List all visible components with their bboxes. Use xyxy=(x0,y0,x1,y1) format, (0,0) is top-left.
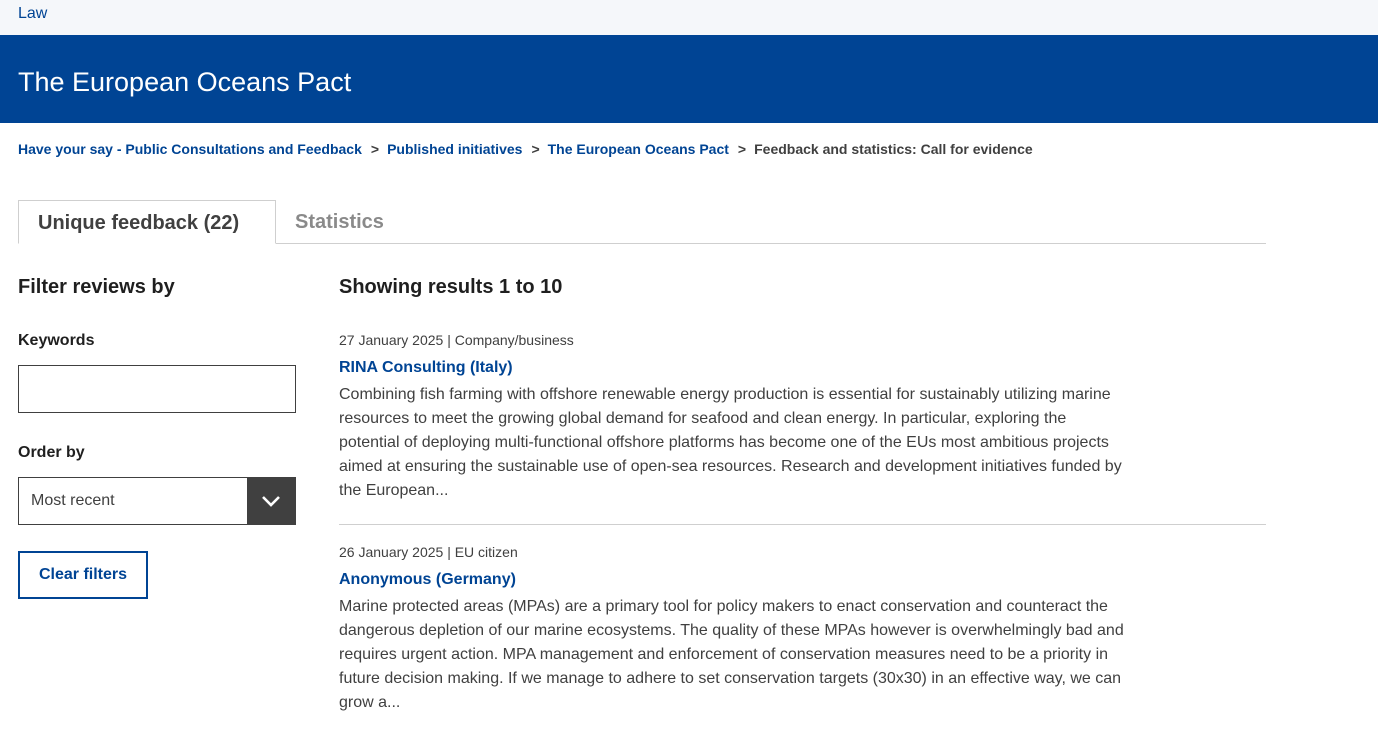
law-link[interactable]: Law xyxy=(18,5,48,22)
feedback-title-link[interactable]: RINA Consulting (Italy) xyxy=(339,359,513,376)
clear-filters-button[interactable]: Clear filters xyxy=(18,551,148,599)
feedback-excerpt: Combining fish farming with offshore renewable energy production is essential for sustainably utilizing marine resources to meet the growing global demand for seafood and clean energy. In particular, exploring the potential of deploying multi-functional offshore platforms has become one of the EUs most ambitious projects aimed at ensuring the sustainable use of open-sea resources. Research and development initiatives funded by the European... xyxy=(339,386,1122,499)
breadcrumb-current: Feedback and statistics: Call for evidence xyxy=(754,141,1033,157)
tab-bar xyxy=(18,200,1266,244)
feedback-item xyxy=(339,332,1266,525)
feedback-item xyxy=(339,544,1266,736)
breadcrumb xyxy=(18,141,1033,157)
tab-unique-feedback[interactable]: Unique feedback (22) xyxy=(18,200,276,244)
chevron-down-icon[interactable] xyxy=(247,478,295,524)
order-by-value: Most recent xyxy=(31,492,115,509)
breadcrumb-separator: > xyxy=(531,141,540,157)
page-banner xyxy=(0,35,1378,123)
keywords-label: Keywords xyxy=(18,332,95,349)
order-by-label: Order by xyxy=(18,444,85,461)
feedback-excerpt: Marine protected areas (MPAs) are a primary tool for policy makers to enact conservation and counteract the dangerous depletion of our marine ecosystems. The quality of these MPAs however is overwhelmingly bad and requires urgent action. MPA management and enforcement of conservation measures need to be a priority in future decision making. If we manage to adhere to set conservation targets (30x30) in an effective way, we can grow a... xyxy=(339,598,1124,711)
breadcrumb-link-have-your-say[interactable]: Have your say - Public Consultations and Feedback xyxy=(18,141,362,157)
order-by-select[interactable] xyxy=(18,477,296,525)
tab-statistics[interactable]: Statistics xyxy=(295,211,384,233)
feedback-title-link[interactable]: Anonymous (Germany) xyxy=(339,571,516,588)
top-bar xyxy=(0,0,1378,35)
feedback-meta: 27 January 2025 | Company/business xyxy=(339,332,574,348)
breadcrumb-link-published-initiatives[interactable]: Published initiatives xyxy=(387,141,523,157)
breadcrumb-link-oceans-pact[interactable]: The European Oceans Pact xyxy=(547,141,729,157)
results-heading: Showing results 1 to 10 xyxy=(339,276,563,298)
feedback-meta: 26 January 2025 | EU citizen xyxy=(339,544,518,560)
filter-heading: Filter reviews by xyxy=(18,276,175,298)
page-title: The European Oceans Pact xyxy=(18,67,352,97)
breadcrumb-separator: > xyxy=(737,141,747,157)
keywords-input[interactable] xyxy=(18,365,296,413)
breadcrumb-separator: > xyxy=(370,141,380,157)
